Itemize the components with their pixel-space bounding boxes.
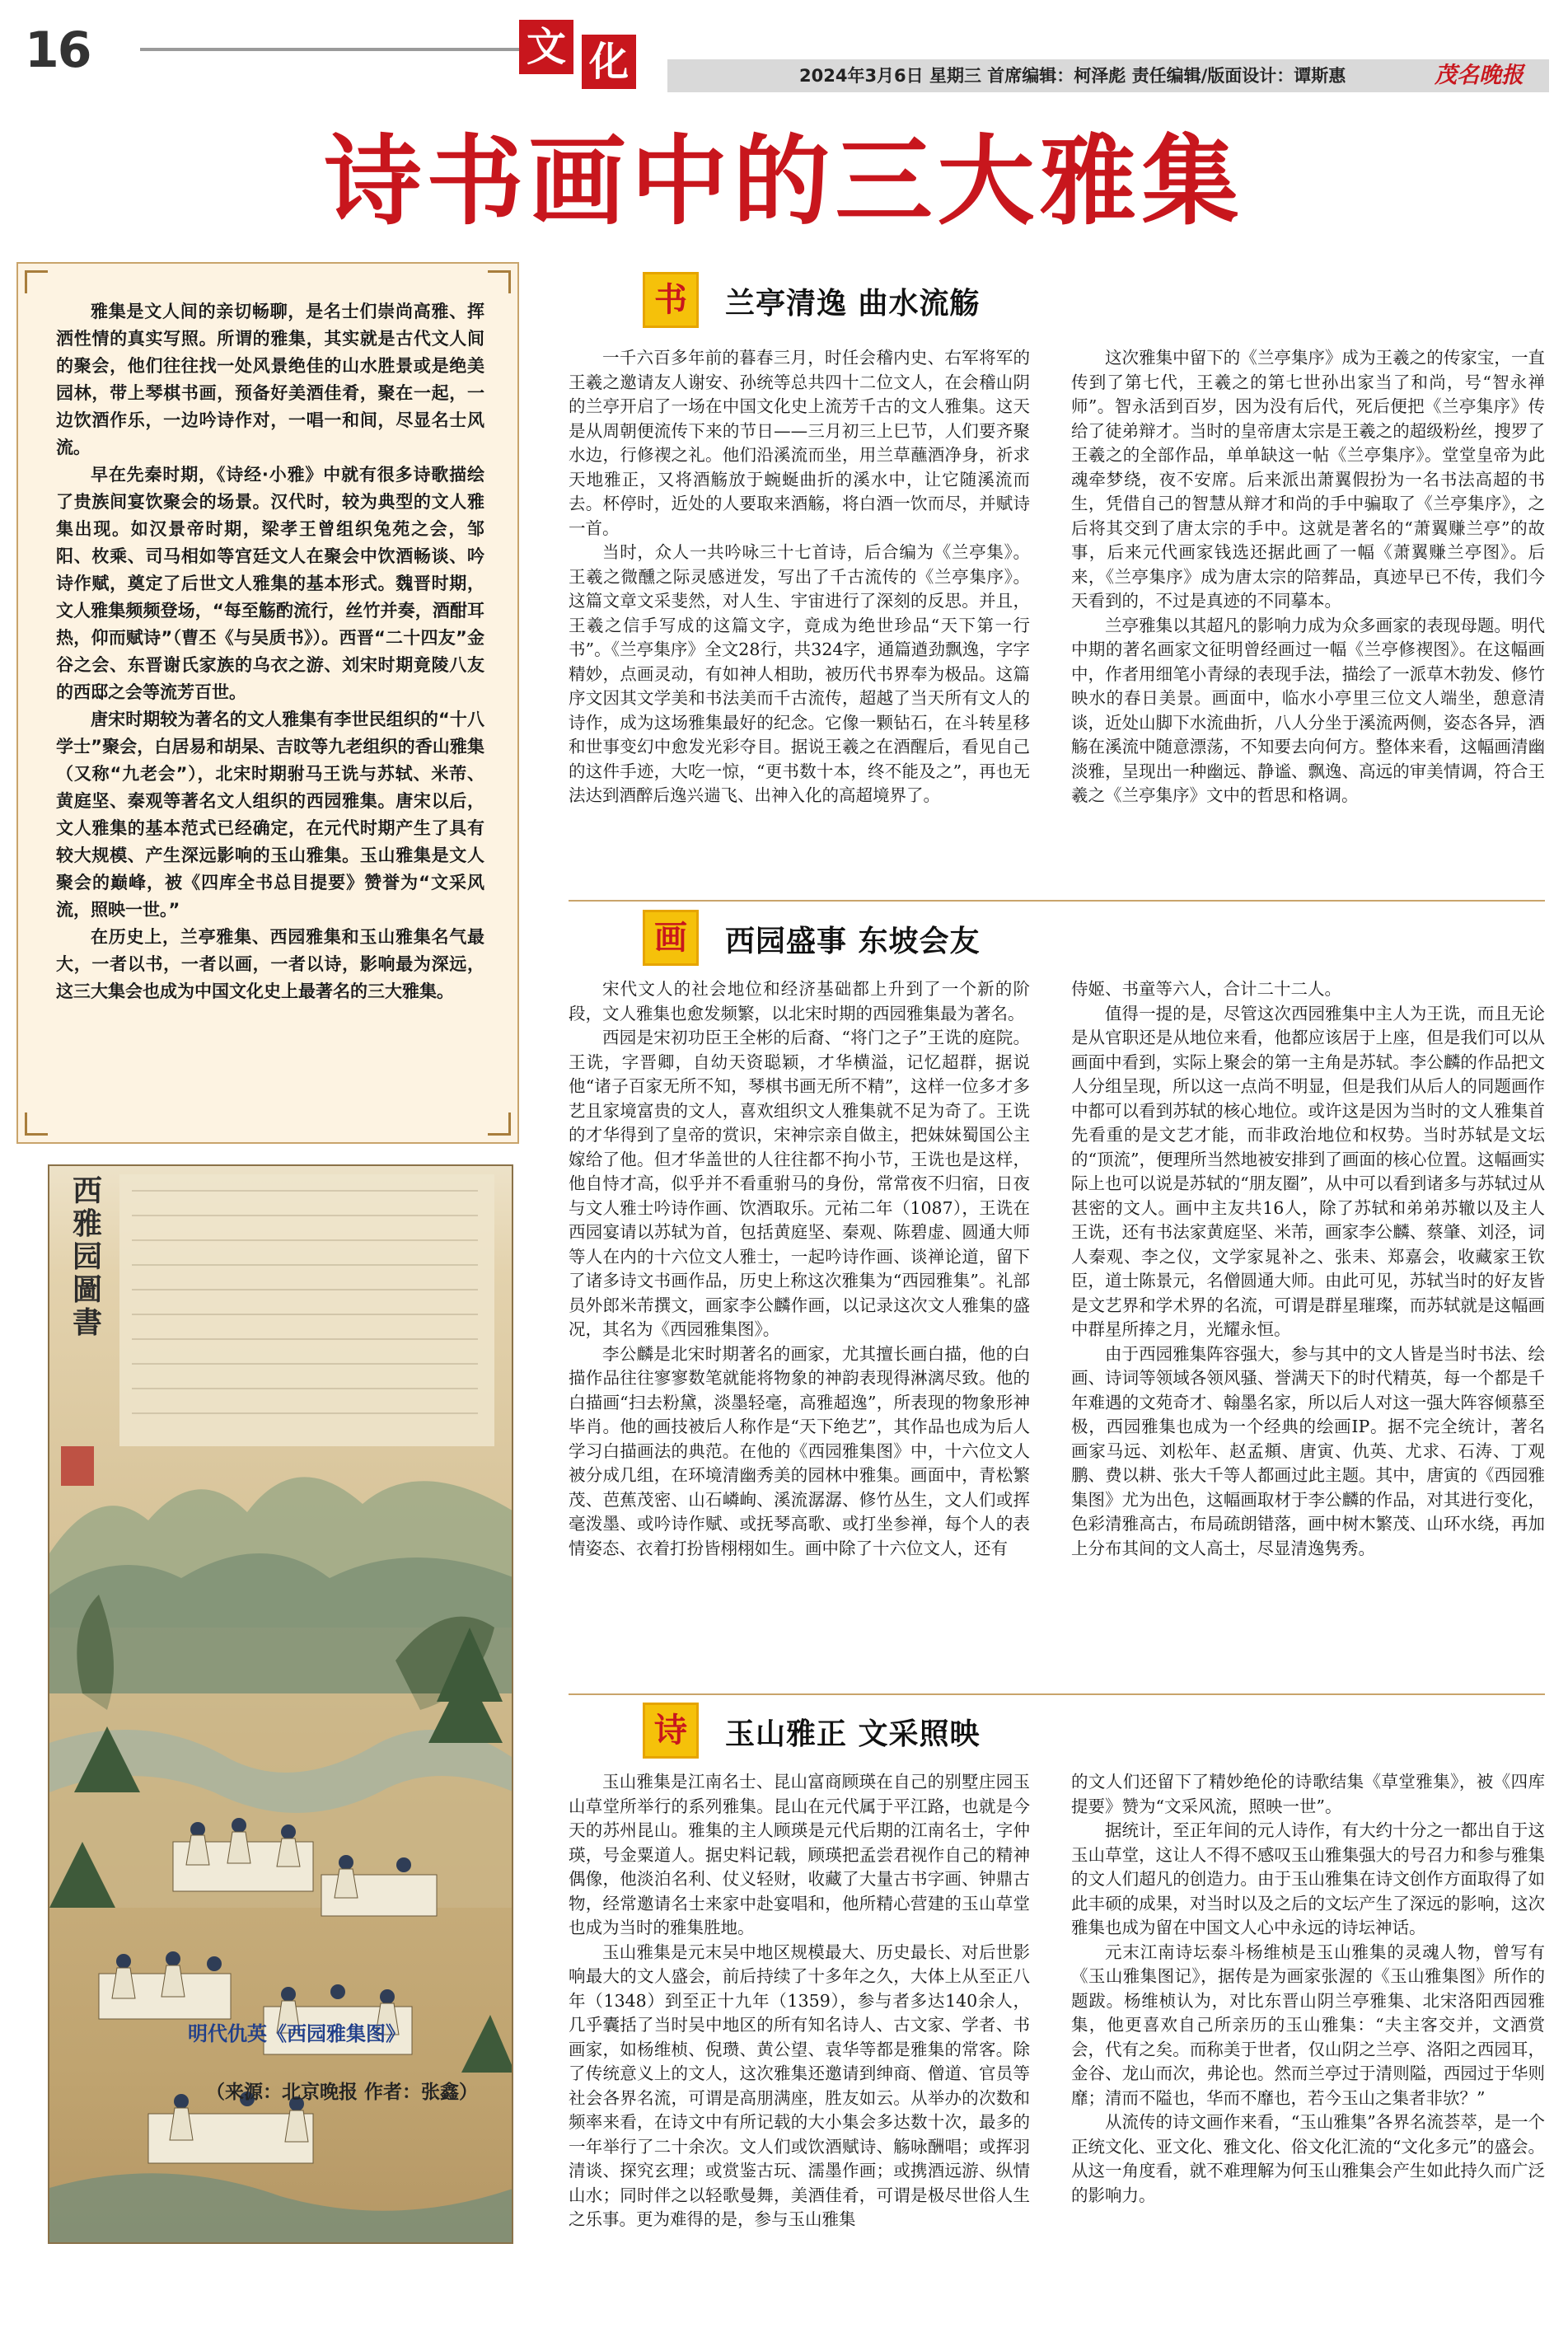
article-title: 诗书画中的三大雅集: [324, 124, 1244, 238]
poetry-icon: 诗: [643, 1703, 699, 1759]
page-header: [25, 16, 1549, 95]
section-2-column-left: [569, 977, 1030, 1686]
section-heading-2: [643, 910, 1219, 972]
date-editor-line: 2024年3月6日 星期三 首席编辑：柯泽彪 责任编辑/版面设计：谭斯惠: [667, 59, 1549, 92]
section-3-column-left: [569, 1770, 1030, 2302]
section-label-char-1: 文: [519, 20, 573, 74]
body-paragraph: 元末江南诗坛泰斗杨维桢是玉山雅集的灵魂人物，曾写有《玉山雅集图记》，据传是为画家张渥的《玉山雅集图》所作的题跋。杨维桢认为，对比东晋山阴兰亭雅集、北宋洛阳西园雅集，他更喜欢自己所亲历的玉山雅集：“夫主客交并，文酒赏会，代有之矣。而称美于世者，仅山阴之兰亭、洛阳之西园耳，金谷、龙山而次，弗论也。然而兰亭过于清则隘，西园过于华则靡；清而不隘也，华而不靡也，若今玉山之集者非欤？”: [1071, 1942, 1545, 2108]
section-heading-1: [643, 272, 1219, 335]
painting-caption: 明代仇英《西园雅集图》: [188, 2022, 405, 2045]
body-paragraph: 玉山雅集是元末吴中地区规模最大、历史最长、对后世影响最大的文人盛会，前后持续了十多年之久，大体上从至正八年（1348）到至正十九年（1359），参与者多达140余人，几乎囊括了当时吴中地区的所有知名诗人、古文家、学者、书画家，如杨维桢、倪瓒、黄公望、袁华等都是雅集的常客。除了传统意义上的文人，这次雅集还邀请到绅商、僧道、官员等社会各界名流，可谓是高朋满座，胜友如云。从举办的次数和频率来看，在诗文中有所记载的大小集会多达数十次，最多的一年举行了二十余次。文人们或饮酒赋诗、觞咏酬唱；或挥羽清谈、探究玄理；或赏鉴古玩、濡墨作画；或携酒远游、纵情山水；同时伴之以轻歌曼舞，美酒佳肴，可谓是极尽世俗人生之乐事。更为难得的是，参与玉山雅集: [569, 1942, 1030, 2229]
section-1-column-left: [569, 346, 1030, 890]
body-paragraph: 的文人们还留下了精妙绝伦的诗歌结集《草堂雅集》，被《四库提要》赞为“文采风流，照映一世”。: [1071, 1772, 1545, 1816]
body-paragraph: 据统计，至正年间的元人诗作，有大约十分之一都出自于这玉山草堂，这让人不得不感叹玉山雅集强大的号召力和参与雅集的文人们超凡的创造力。由于玉山雅集在诗文创作方面取得了如此丰硕的成果，对当时以及之后的文坛产生了深远的影响，这次雅集也成为留在中国文人心中永远的诗坛神话。: [1071, 1820, 1545, 1937]
body-paragraph: 当时，众人一共吟咏三十七首诗，后合编为《兰亭集》。王羲之微醺之际灵感迸发，写出了千古流传的《兰亭集序》。这篇文章文采斐然，对人生、宇宙进行了深刻的反思。并且，王羲之信手写成的这篇文字，竟成为绝世珍品“天下第一行书”。《兰亭集序》全文28行，共324字，通篇遒劲飘逸，字字精妙，点画灵动，有如神人相助，被历代书界奉为极品。这篇序文因其文学美和书法美而千古流传，超越了当天所有文人的诗作，成为这场雅集最好的纪念。它像一颗钻石，在斗转星移和世事变幻中愈发光彩夺目。据说王羲之在酒醒后，看见自己的这件手迹，大吃一惊，“更书数十本，终不能及之”，再也无法达到酒醉后逸兴遄飞、出神入化的高超境界了。: [569, 542, 1030, 805]
section-title: 西园盛事 东坡会友: [725, 925, 981, 958]
newspaper-logo: 茂名晚报: [1435, 63, 1524, 88]
calligraphy-icon: 书: [643, 272, 699, 328]
section-divider: [569, 1693, 1545, 1695]
decorative-corner: [488, 1112, 511, 1136]
header-rule: [140, 48, 519, 51]
body-paragraph: 西园是宋初功臣王全彬的后裔、“将门之子”王诜的庭院。王诜，字晋卿，自幼天资聪颖，才华横溢，记忆超群，据说他“诸子百家无所不知，琴棋书画无所不精”，这样一位多才多艺且家境富贵的文人，喜欢组织文人雅集就不足为奇了。王诜的才华得到了皇帝的赏识，宋神宗亲自做主，把妹妹蜀国公主嫁给了他。但才华盖世的人往往都不拘小节，王诜也是这样，他自恃才高，似乎并不看重驸马的身份，常常夜不归宿，日夜与文人雅士吟诗作画、饮酒取乐。元祐二年（1087），王诜在西园宴请以苏轼为首，包括黄庭坚、秦观、陈碧虚、圆通大师等人在内的十六位文人雅士，一起吟诗作画、谈禅论道，留下了诸多诗文书画作品，历史上称这次雅集为“西园雅集”。礼部员外郎米芾撰文，画家李公麟作画，以记录这次文人雅集的盛况，其名为《西园雅集图》。: [569, 1028, 1030, 1339]
section-label-char-2: 化: [582, 35, 636, 89]
intro-paragraph: 唐宋时期较为著名的文人雅集有李世民组织的“十八学士”聚会，白居易和胡杲、吉旼等九老组织的香山雅集（又称“九老会”），北宋时期驸马王诜与苏轼、米芾、黄庭坚、秦观等著名文人组织的西园雅集。唐宋以后，文人雅集的基本范式已经确定，在元代时期产生了具有较大规模、产生深远影响的玉山雅集。玉山雅集是文人聚会的巅峰，被《四库全书总目提要》赞誉为“文采风流，照映一世。”: [56, 710, 484, 920]
intro-paragraph: 早在先秦时期，《诗经·小雅》中就有很多诗歌描绘了贵族间宴饮聚会的场景。汉代时，较为典型的文人雅集出现。如汉景帝时期，梁孝王曾组织兔苑之会，邹阳、枚乘、司马相如等宫廷文人在聚会中饮酒畅谈、吟诗作赋，奠定了后世文人雅集的基本形式。魏晋时期，文人雅集频频登场，“每至觞酌流行，丝竹并奏，酒酣耳热，仰而赋诗”（曹丕《与吴质书》）。西晋“二十四友”金谷之会、东晋谢氏家族的乌衣之游、刘宋时期竟陵八友的西邸之会等流芳百世。: [56, 465, 484, 702]
section-2-column-right: [1071, 977, 1545, 1686]
body-paragraph: 由于西园雅集阵容强大，参与其中的文人皆是当时书法、绘画、诗词等领域各领风骚、誉满天下的时代精英，每一个都是千年难遇的文苑奇才、翰墨名家，所以后人对这一强大阵容倾慕至极，西园雅集也成为一个经典的绘画IP。据不完全统计，著名画家马远、刘松年、赵孟頫、唐寅、仇英、尤求、石涛、丁观鹏、费以耕、张大千等人都画过此主题。其中，唐寅的《西园雅集图》尤为出色，这幅画取材于李公麟的作品，对其进行变化，色彩清雅高古，布局疏朗错落，画中树木繁茂、山环水绕，再加上分布其间的文人高士，尽显清逸隽秀。: [1071, 1343, 1545, 1558]
body-paragraph: 这次雅集中留下的《兰亭集序》成为王羲之的传家宝，一直传到了第七代，王羲之的第七世孙出家当了和尚，号“智永禅师”。智永活到百岁，因为没有后代，死后便把《兰亭集序》传给了徒弟辩才。当时的皇帝唐太宗是王羲之的超级粉丝，搜罗了王羲之的全部作品，单单缺这一帖《兰亭集序》。堂堂皇帝为此魂牵梦绕，夜不安席。后来派出萧翼假扮为一名书法高超的书生，凭借自己的智慧从辩才和尚的手中骗取了《兰亭集序》，之后将其交到了唐太宗的手中。这就是著名的“萧翼赚兰亭”的故事，后来元代画家钱选还据此画了一幅《萧翼赚兰亭图》。后来，《兰亭集序》成为唐太宗的陪葬品，真迹早已不传，我们今天看到的，不过是真迹的不同摹本。: [1071, 348, 1545, 611]
body-paragraph: 玉山雅集是江南名士、昆山富商顾瑛在自己的别墅庄园玉山草堂所举行的系列雅集。昆山在元代属于平江路，也就是今天的苏州昆山。雅集的主人顾瑛是元代后期的江南名士，字仲瑛，号金粟道人。据史料记载，顾瑛把孟尝君视作自己的精神偶像，他淡泊名利、仗义轻财，收藏了大量古书字画、钟鼎古物，经常邀请名士来家中赴宴唱和，他所精心营建的玉山草堂也成为当时的雅集胜地。: [569, 1772, 1030, 1937]
body-paragraph: 兰亭雅集以其超凡的影响力成为众多画家的表现母题。明代中期的著名画家文征明曾经画过一幅《兰亭修禊图》。在这幅画中，作者用细笔小青绿的表现手法，描绘了一派草木勃发、修竹映水的春日美景。画面中，临水小亭里三位文人端坐，憩意清谈，近处山脚下水流曲折，八人分坐于溪流两侧，姿态各异，酒觞在溪流中随意漂荡，不知要去向何方。整体来看，这幅画清幽淡雅，呈现出一种幽远、静谧、飘逸、高远的审美情调，符合王羲之《兰亭集序》文中的哲思和格调。: [1071, 615, 1545, 805]
page-number: 16: [25, 21, 91, 79]
decorative-corner: [25, 1112, 48, 1136]
section-1-column-right: [1071, 346, 1545, 890]
decorative-corner: [488, 270, 511, 293]
article-source: （来源：北京晚报 作者：张鑫）: [206, 2082, 479, 2103]
body-paragraph: 侍姬、书童等六人，合计二十二人。: [1071, 979, 1341, 999]
body-paragraph: 宋代文人的社会地位和经济基础都上升到了一个新的阶段，文人雅集也愈发频繁，以北宋时期的西园雅集最为著名。: [569, 979, 1030, 1023]
intro-paragraph: 在历史上，兰亭雅集、西园雅集和玉山雅集名气最大，一者以书，一者以画，一者以诗，影响最为深远，这三大集会也成为中国文化史上最著名的三大雅集。: [56, 927, 484, 1001]
painting-inscription: 西雅园圖書: [72, 1173, 102, 1340]
section-divider: [569, 900, 1545, 902]
section-title: 兰亭清逸 曲水流觞: [725, 287, 981, 321]
body-paragraph: 值得一提的是，尽管这次西园雅集中主人为王诜，而且无论是从官职还是从地位来看，他都应该居于上座，但是我们可以从画面中看到，实际上聚会的第一主角是苏轼。李公麟的作品把文人分组呈现，所以这一点尚不明显，但是我们从后人的同题画作中都可以看到苏轼的核心地位。或许这是因为当时的文人雅集首先看重的是文艺才能，而非政治地位和权势。当时苏轼是文坛的“顶流”，便理所当然地被安排到了画面的核心位置。这幅画实际上也可以说是苏轼的“朋友圈”，从中可以看到诸多与苏轼过从甚密的文人。画中主友共16人，除了苏轼和弟弟苏辙以及主人王诜，还有书法家黄庭坚、米芾，画家李公麟、蔡肇、刘泾，词人秦观、李之仪，文学家晁补之、张耒、郑嘉会，收藏家王钦臣，道士陈景元，名僧圆通大师。由此可见，苏轼当时的好友皆是文艺界和学术界的名流，可谓是群星璀璨，而苏轼就是这幅画中群星所捧之月，光耀永恒。: [1071, 1003, 1545, 1339]
intro-box: [16, 262, 519, 1144]
body-paragraph: 李公麟是北宋时期著名的画家，尤其擅长画白描，他的白描作品往往寥寥数笔就能将物象的神韵表现得淋漓尽致。他的白描画“扫去粉黛，淡墨轻毫，高雅超逸”，所表现的物象形神毕肖。他的画技被后人称作是“天下绝艺”，其作品也成为后人学习白描画法的典范。在他的《西园雅集图》中，十六位文人被分成几组，在环境清幽秀美的园林中雅集。画面中，青松繁茂、芭蕉茂密、山石嶙峋、溪流潺潺、修竹丛生，文人们或挥毫泼墨、或吟诗作赋、或抚琴高歌、或打坐参禅，每个人的表情姿态、衣着打扮皆栩栩如生。画中除了十六位文人，还有: [569, 1343, 1030, 1558]
section-3-column-right: [1071, 1770, 1545, 2302]
section-title: 玉山雅正 文采照映: [725, 1717, 981, 1751]
body-paragraph: 一千六百多年前的暮春三月，时任会稽内史、右军将军的王羲之邀请友人谢安、孙统等总共四十二位文人，在会稽山阴的兰亭开启了一场在中国文化史上流芳千古的文人雅集。这天是从周朝便流传下来的节日——三月初三上巳节，人们要齐聚水边，行修禊之礼。他们沿溪流而坐，用兰草蘸酒净身，祈求天地雅正，又将酒觞放于蜿蜒曲折的溪水中，让它随溪流而去。杯停时，近处的人要取来酒觞，将白酒一饮而尽，并赋诗一首。: [569, 348, 1030, 538]
body-paragraph: 从流传的诗文画作来看，“玉山雅集”各界名流荟萃，是一个正统文化、亚文化、雅文化、俗文化汇流的“文化多元”的盛会。从这一角度看，就不难理解为何玉山雅集会产生如此持久而广泛的影响力。: [1071, 2112, 1545, 2205]
section-heading-3: [643, 1703, 1219, 1765]
intro-paragraph: 雅集是文人间的亲切畅聊，是名士们崇尚高雅、挥洒性情的真实写照。所谓的雅集，其实就是古代文人间的聚会，他们往往找一处风景绝佳的山水胜景或是绝美园林，带上琴棋书画，预备好美酒佳肴，聚在一起，一边饮酒作乐，一边吟诗作对，一唱一和间，尽显名士风流。: [56, 302, 484, 457]
left-panel: [16, 262, 519, 2256]
decorative-corner: [25, 270, 48, 293]
painting-icon: 画: [643, 910, 699, 966]
